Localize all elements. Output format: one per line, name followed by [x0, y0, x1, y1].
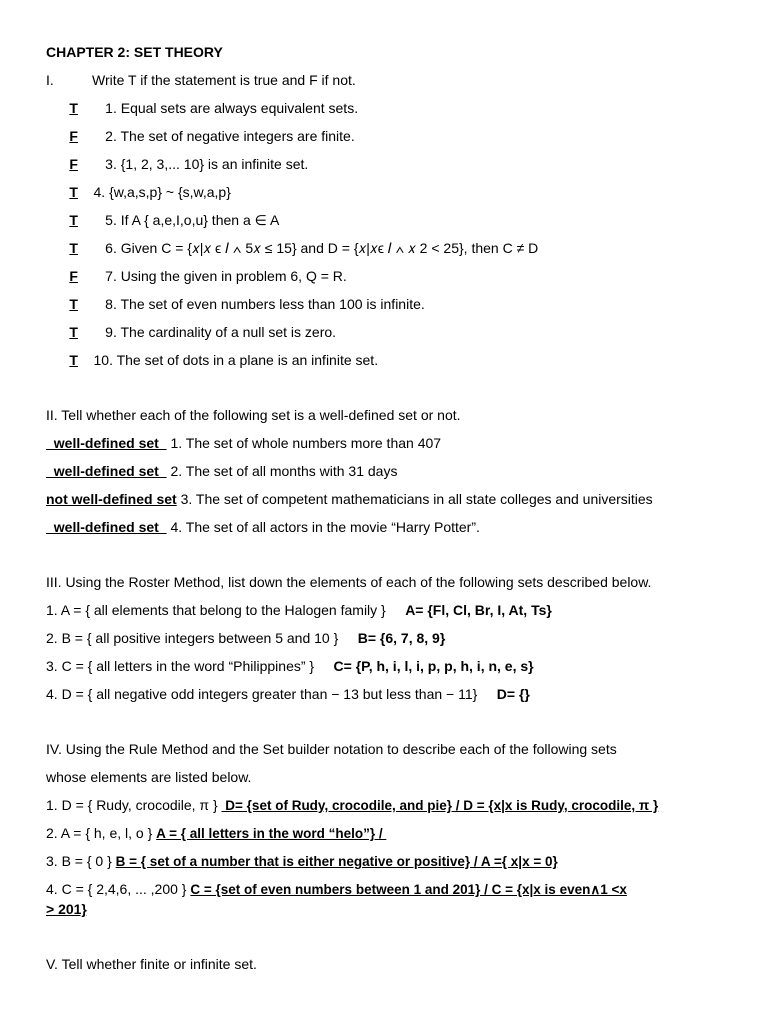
- roster-question: 4. D = { all negative odd integers greater than − 13 but less than − 11}: [46, 686, 478, 702]
- spacer: [314, 658, 333, 674]
- tf-item: [46, 127, 355, 145]
- welldefined-answer: not well-defined set: [46, 491, 177, 507]
- tf-item: [46, 183, 231, 201]
- roster-answer: B= {6, 7, 8, 9}: [357, 630, 446, 646]
- welldefined-statement: 1. The set of whole numbers more than 407: [166, 435, 442, 451]
- tf-statement: 3. {1, 2, 3,... 10} is an infinite set.: [101, 156, 309, 172]
- rule-item: [46, 852, 558, 871]
- part5-instruction: V. Tell whether finite or infinite set.: [46, 956, 257, 972]
- roster-item: [46, 629, 445, 647]
- tf-statement: 6. Given C = {𝑥|𝑥 ϵ 𝐼 ∧ 5𝑥 ≤ 15} and D = {𝑥|𝑥ϵ 𝐼 ∧ 𝑥 2 < 25}, then C ≠ D: [101, 240, 539, 256]
- welldefined-item: [46, 434, 441, 452]
- answer-letter: T: [69, 324, 78, 340]
- tf-item: [46, 267, 347, 285]
- answer-blank: [46, 239, 101, 257]
- answer-blank: [46, 351, 94, 369]
- roster-question: 2. B = { all positive integers between 5 and 10 }: [46, 630, 339, 646]
- rule-answer-continued: > 201}: [46, 901, 87, 917]
- answer-blank: [46, 267, 101, 285]
- answer-blank: [46, 183, 94, 201]
- spacer: [386, 602, 405, 618]
- tf-statement: 4. {w,a,s,p} ~ {s,w,a,p}: [93, 184, 231, 200]
- rule-question: 3. B = { 0 }: [46, 853, 112, 869]
- part1-instruction: [46, 71, 356, 89]
- answer-letter: T: [69, 296, 78, 312]
- rule-item: [46, 880, 627, 899]
- part1-number: I.: [46, 72, 54, 88]
- rule-item: [46, 824, 386, 843]
- rule-question: 1. D = { Rudy, crocodile, π }: [46, 797, 218, 813]
- part2-instruction: II. Tell whether each of the following set is a well-defined set or not.: [46, 407, 461, 423]
- roster-question: 3. C = { all letters in the word “Philippines” }: [46, 658, 315, 674]
- tf-statement: 8. The set of even numbers less than 100 is infinite.: [101, 296, 425, 312]
- roster-item: [46, 685, 530, 703]
- answer-blank: [46, 323, 101, 341]
- roster-item: [46, 601, 552, 619]
- answer-blank: [46, 99, 101, 117]
- rule-question: 2. A = { h, e, l, o }: [46, 825, 153, 841]
- rule-question: 4. C = { 2,4,6, ... ,200 }: [46, 881, 187, 897]
- answer-letter: F: [69, 268, 78, 284]
- welldefined-answer: well-defined set: [46, 519, 167, 535]
- welldefined-statement: 4. The set of all actors in the movie “Harry Potter”.: [166, 519, 480, 535]
- part3-instruction: III. Using the Roster Method, list down the elements of each of the following sets described below.: [46, 574, 652, 590]
- roster-answer: D= {}: [496, 686, 530, 702]
- welldefined-item: [46, 490, 653, 508]
- tf-statement: 2. The set of negative integers are finite.: [101, 128, 355, 144]
- welldefined-answer: well-defined set: [46, 435, 167, 451]
- rule-item: [46, 796, 658, 815]
- part4-instruction-line1: IV. Using the Rule Method and the Set builder notation to describe each of the following sets: [46, 741, 617, 757]
- answer-letter: T: [69, 212, 78, 228]
- answer-blank: [46, 295, 101, 313]
- tf-item: [46, 239, 538, 257]
- answer-letter: T: [69, 240, 78, 256]
- tf-statement: 10. The set of dots in a plane is an infinite set.: [93, 352, 379, 368]
- tf-statement: 7. Using the given in problem 6, Q = R.: [101, 268, 347, 284]
- welldefined-statement: 3. The set of competent mathematicians in all state colleges and universities: [176, 491, 653, 507]
- tf-item: [46, 155, 308, 173]
- rule-answer: C = {set of even numbers between 1 and 201} / C = {x|x is even∧1 <x: [190, 882, 627, 897]
- chapter-title: CHAPTER 2: SET THEORY: [46, 44, 223, 60]
- roster-question: 1. A = { all elements that belong to the Halogen family }: [46, 602, 386, 618]
- tf-statement: 1. Equal sets are always equivalent sets.: [101, 100, 359, 116]
- answer-letter: F: [69, 156, 78, 172]
- welldefined-item: [46, 518, 480, 536]
- tf-item: [46, 99, 358, 117]
- tf-item: [46, 211, 279, 229]
- welldefined-answer: well-defined set: [46, 463, 167, 479]
- part4-instruction-line2: whose elements are listed below.: [46, 769, 252, 785]
- tf-item: [46, 351, 378, 369]
- tf-statement: 9. The cardinality of a null set is zero.: [101, 324, 337, 340]
- answer-blank: [46, 211, 101, 229]
- rule-answer: B = { set of a number that is either negative or positive} / A ={ x|x = 0}: [115, 854, 558, 869]
- answer-letter: T: [69, 100, 78, 116]
- answer-letter: T: [69, 352, 78, 368]
- rule-answer: D= {set of Rudy, crocodile, and pie} / D = {x|x is Rudy, crocodile, π }: [221, 798, 659, 813]
- answer-blank: [46, 127, 101, 145]
- spacer: [338, 630, 357, 646]
- answer-blank: [46, 155, 101, 173]
- welldefined-item: [46, 462, 397, 480]
- tf-item: [46, 295, 425, 313]
- roster-answer: A= {Fl, Cl, Br, I, At, Ts}: [405, 602, 552, 618]
- part1-instruction-text: Write T if the statement is true and F if not.: [92, 72, 356, 88]
- tf-item: [46, 323, 336, 341]
- answer-letter: T: [69, 184, 78, 200]
- spacer: [477, 686, 496, 702]
- roster-item: [46, 657, 534, 675]
- welldefined-statement: 2. The set of all months with 31 days: [166, 463, 398, 479]
- rule-answer: A = { all letters in the word “helo”} /: [156, 826, 387, 841]
- tf-statement: 5. If A { a,e,I,o,u} then a ∈ A: [101, 212, 280, 228]
- answer-letter: F: [69, 128, 78, 144]
- roster-answer: C= {P, h, i, l, i, p, p, h, i, n, e, s}: [333, 658, 534, 674]
